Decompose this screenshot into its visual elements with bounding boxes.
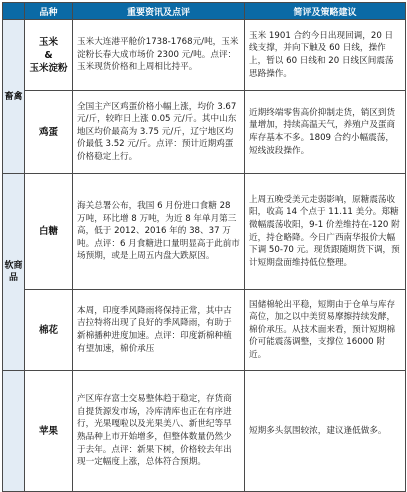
news-egg: 全国主产区鸡蛋价格小幅上涨，均价 3.67 元/斤，较昨日上涨 0.05 元/斤。其中山东地区均价最高为 3.75 元/斤，辽宁地区均价最低 3.52 元/斤。点评：预计近期鸡蛋价格稳定上行。 (73, 91, 245, 174)
sector-soft: 软商品 (3, 174, 25, 371)
header-news: 重要资讯及点评 (73, 3, 245, 20)
strategy-sugar: 上周五晚受美元走弱影响，原糖震荡收阳，收高 14 个点于 11.11 美分。郑糖微幅震荡收阳，9-1 价差维持在-120 附近，持仓略降。今日广西南华报价大幅下调 50-70 元。现货跟随期货下调，预计短期盘面维持低位整理。 (245, 174, 406, 290)
product-apple: 苹果 (25, 371, 73, 492)
header-strategy: 简评及策略建议 (245, 3, 406, 20)
header-product: 品种 (25, 3, 73, 20)
strategy-apple: 短期多头氛围较浓，建议逢低做多。 (245, 371, 406, 492)
strategy-egg: 近期终端零售高价抑制走货，销区到货量增加，持续高温天气，养殖户及蛋商库存基本不多。1809 合约小幅震荡，短线波段操作。 (245, 91, 406, 174)
news-cotton: 本周，印度季风降雨将保持正常，其中古吉拉特将出现了良好的季风降雨，有助于新棉播种进度加速。点评：印度新棉种植有望加速，棉价承压 (73, 290, 245, 371)
table-row-egg (3, 91, 406, 174)
product-cotton: 棉花 (25, 290, 73, 371)
table-row-cotton (3, 290, 406, 371)
strategy-corn: 玉米 1901 合约今日出现回调，20 日线支撑，并向下触及 60 日线，操作上，暂以 60 日线和 20 日线区间震荡思路操作。 (245, 20, 406, 91)
table-row-sugar (3, 174, 406, 290)
product-corn-line-3: 玉米淀粉 (29, 62, 68, 74)
table-header-row (3, 3, 406, 20)
sector-apple-empty (3, 371, 25, 492)
table-row-corn (3, 20, 406, 91)
product-egg: 鸡蛋 (25, 91, 73, 174)
commodity-report-table (2, 2, 406, 492)
news-corn: 玉米大连港平舱价1738-1768元/吨，玉米淀粉长春大成市场价 2300 元/吨。点评：玉米现货价格和上周相比持平。 (73, 20, 245, 91)
product-corn (25, 20, 73, 91)
product-corn-line-1: 玉米 (38, 36, 58, 48)
news-sugar: 海关总署公布，我国 6 月份进口食糖 28 万吨，环比增 8 万吨，为近 8 年单月第三高，低于 2012、2016 年的 38、37 万吨。点评：6 月食糖进口量明显高于此前市场预期，或是上周五内盘大跌原因。 (73, 174, 245, 290)
product-corn-line-2: & (44, 49, 53, 61)
news-apple: 产区库存富士交易整体趋于稳定，存货商自提货源发市场，冷库清库也正在有序进行，光果嘎啦以及光果美八、新世纪等早熟品种上市开始增多，但整体数量仍然少于去年。点评：新果下树，价格较去年出现一定幅度上涨，总体符合预期。 (73, 371, 245, 492)
header-sector (3, 3, 25, 20)
product-sugar: 白糖 (25, 174, 73, 290)
strategy-cotton: 国储棉轮出平稳，短期由于仓单与库存高位，加之以中美贸易摩擦持续发酵，棉价承压。从技术面来看，预计短期棉价可能震荡调整，支撑位 16000 附近。 (245, 290, 406, 371)
sector-livestock: 畜禽 (3, 20, 25, 174)
table-row-apple (3, 371, 406, 492)
